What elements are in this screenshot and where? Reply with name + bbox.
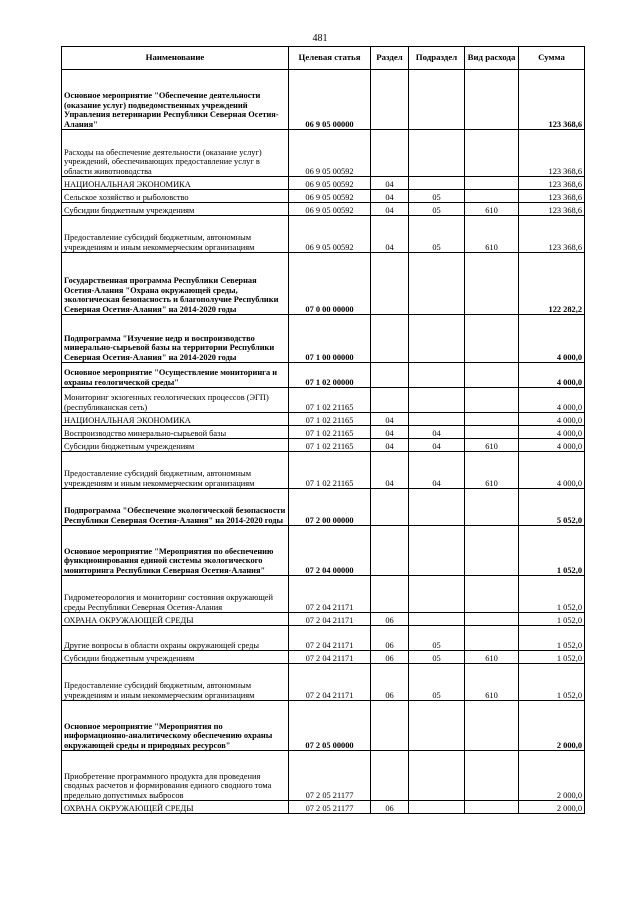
cell-subsection: 05: [409, 190, 465, 203]
table-row: [62, 664, 585, 701]
cell-name: Предоставление субсидий бюджетным, автономным учреждениям и иным некоммерческим организациям: [62, 216, 289, 253]
cell-target: 06 9 05 00592: [289, 190, 371, 203]
cell-target: 07 2 05 21177: [289, 751, 371, 801]
table-row: [62, 363, 585, 388]
header-subsection: Подраздел: [409, 47, 465, 70]
cell-subsection: [409, 363, 465, 388]
cell-expense-type: 610: [465, 203, 519, 216]
table-row: [62, 413, 585, 426]
cell-sum: 123 368,6: [519, 177, 585, 190]
cell-name: Предоставление субсидий бюджетным, автономным учреждениям и иным некоммерческим организациям: [62, 452, 289, 489]
cell-target: 06 9 05 00592: [289, 130, 371, 177]
cell-sum: 4 000,0: [519, 452, 585, 489]
cell-expense-type: [465, 190, 519, 203]
cell-sum: 123 368,6: [519, 203, 585, 216]
table-row: [62, 426, 585, 439]
cell-subsection: [409, 801, 465, 814]
cell-section: 06: [371, 801, 409, 814]
table-row: [62, 190, 585, 203]
table-row: [62, 651, 585, 664]
cell-expense-type: [465, 130, 519, 177]
cell-sum: 123 368,6: [519, 130, 585, 177]
cell-name: Основное мероприятие "Мероприятия по обеспечению функционирования единой системы экологического мониторинга Республики Северная Осетия-Алания": [62, 526, 289, 576]
cell-subsection: [409, 526, 465, 576]
header-expense-type: Вид расхода: [465, 47, 519, 70]
table-row: [62, 613, 585, 626]
cell-subsection: [409, 751, 465, 801]
cell-subsection: 04: [409, 426, 465, 439]
cell-subsection: [409, 613, 465, 626]
cell-sum: 1 052,0: [519, 613, 585, 626]
cell-subsection: [409, 253, 465, 315]
cell-name: Предоставление субсидий бюджетным, автономным учреждениям и иным некоммерческим организациям: [62, 664, 289, 701]
cell-sum: 1 052,0: [519, 651, 585, 664]
cell-sum: 2 000,0: [519, 701, 585, 751]
cell-expense-type: [465, 751, 519, 801]
cell-name: Другие вопросы в области охраны окружающей среды: [62, 626, 289, 651]
cell-sum: 122 282,2: [519, 253, 585, 315]
cell-sum: 123 368,6: [519, 190, 585, 203]
cell-expense-type: [465, 489, 519, 526]
cell-target: 07 2 04 21171: [289, 613, 371, 626]
cell-name: Государственная программа Республики Северная Осетия-Алания "Охрана окружающей среды, экологическая безопасность и благополучие Республики Северная Осетия-Алания" на 2014-2020 годы: [62, 253, 289, 315]
cell-section: [371, 388, 409, 413]
cell-subsection: [409, 70, 465, 130]
cell-name: Подпрограмма "Обеспечение экологической безопасности Республики Северная Осетия-Алания" на 2014-2020 годы: [62, 489, 289, 526]
table-row: [62, 130, 585, 177]
cell-section: [371, 363, 409, 388]
cell-target: 07 2 04 21171: [289, 664, 371, 701]
cell-expense-type: [465, 315, 519, 363]
cell-section: 04: [371, 439, 409, 452]
cell-sum: 4 000,0: [519, 363, 585, 388]
cell-sum: 4 000,0: [519, 388, 585, 413]
cell-sum: 5 052,0: [519, 489, 585, 526]
budget-table: [61, 46, 585, 814]
cell-target: 07 2 04 21171: [289, 576, 371, 613]
cell-name: Гидрометеорология и мониторинг состояния окружающей среды Республики Северная Осетия-Алания: [62, 576, 289, 613]
cell-section: [371, 489, 409, 526]
header-target: Целевая статья: [289, 47, 371, 70]
cell-expense-type: [465, 363, 519, 388]
cell-subsection: [409, 576, 465, 613]
cell-target: 06 9 05 00592: [289, 216, 371, 253]
cell-sum: 1 052,0: [519, 664, 585, 701]
table-row: [62, 177, 585, 190]
cell-expense-type: 610: [465, 216, 519, 253]
table-row: [62, 253, 585, 315]
header-sum: Сумма: [519, 47, 585, 70]
cell-section: [371, 130, 409, 177]
cell-section: [371, 70, 409, 130]
cell-sum: 1 052,0: [519, 526, 585, 576]
cell-name: Приобретение программного продукта для проведения сводных расчетов и формирования единого сводного тома предельно допустимых выбросов: [62, 751, 289, 801]
cell-expense-type: [465, 701, 519, 751]
cell-name: Подпрограмма "Изучение недр и воспроизводство минерально-сырьевой базы на территории Республики Северная Осетия-Алания" на 2014-2020 годы: [62, 315, 289, 363]
cell-section: 04: [371, 413, 409, 426]
cell-sum: 1 052,0: [519, 626, 585, 651]
cell-sum: 2 000,0: [519, 751, 585, 801]
cell-subsection: 05: [409, 216, 465, 253]
cell-subsection: 05: [409, 664, 465, 701]
cell-subsection: [409, 489, 465, 526]
cell-section: [371, 315, 409, 363]
cell-section: 04: [371, 190, 409, 203]
cell-name: Воспроизводство минерально-сырьевой базы: [62, 426, 289, 439]
cell-name: НАЦИОНАЛЬНАЯ ЭКОНОМИКА: [62, 177, 289, 190]
cell-sum: 123 368,6: [519, 216, 585, 253]
cell-section: [371, 576, 409, 613]
cell-section: 06: [371, 651, 409, 664]
cell-sum: 4 000,0: [519, 439, 585, 452]
header-name: Наименование: [62, 47, 289, 70]
cell-subsection: 04: [409, 439, 465, 452]
cell-name: Сельское хозяйство и рыболовство: [62, 190, 289, 203]
cell-subsection: [409, 701, 465, 751]
cell-name: Субсидии бюджетным учреждениям: [62, 203, 289, 216]
table-header-row: [62, 47, 585, 70]
cell-section: 04: [371, 203, 409, 216]
cell-expense-type: [465, 70, 519, 130]
cell-name: Мониторинг экзогенных геологических процессов (ЭГП) (республиканская сеть): [62, 388, 289, 413]
cell-section: [371, 526, 409, 576]
cell-section: 06: [371, 664, 409, 701]
cell-section: [371, 253, 409, 315]
cell-subsection: 05: [409, 651, 465, 664]
table-row: [62, 216, 585, 253]
cell-subsection: [409, 315, 465, 363]
table-row: [62, 626, 585, 651]
cell-sum: 4 000,0: [519, 413, 585, 426]
cell-name: НАЦИОНАЛЬНАЯ ЭКОНОМИКА: [62, 413, 289, 426]
cell-subsection: [409, 177, 465, 190]
table-row: [62, 439, 585, 452]
table-row: [62, 701, 585, 751]
table-body: [62, 70, 585, 814]
cell-name: Основное мероприятие "Обеспечение деятельности (оказание услуг) подведомственных учреждений Управления ветеринарии Республики Северная Осетия-Алания": [62, 70, 289, 130]
cell-expense-type: [465, 177, 519, 190]
cell-sum: 2 000,0: [519, 801, 585, 814]
cell-sum: 4 000,0: [519, 315, 585, 363]
cell-subsection: [409, 388, 465, 413]
cell-target: 07 2 04 21171: [289, 626, 371, 651]
cell-section: 04: [371, 177, 409, 190]
cell-target: 07 1 02 21165: [289, 439, 371, 452]
cell-expense-type: 610: [465, 651, 519, 664]
table-row: [62, 203, 585, 216]
cell-target: 07 2 00 00000: [289, 489, 371, 526]
cell-name: ОХРАНА ОКРУЖАЮЩЕЙ СРЕДЫ: [62, 613, 289, 626]
cell-expense-type: [465, 526, 519, 576]
page-number: 481: [312, 33, 328, 44]
cell-expense-type: [465, 413, 519, 426]
cell-sum: 123 368,6: [519, 70, 585, 130]
cell-name: Расходы на обеспечение деятельности (оказание услуг) учреждений, обеспечивающих предоставление услуг в области животноводства: [62, 130, 289, 177]
cell-name: Субсидии бюджетным учреждениям: [62, 651, 289, 664]
cell-target: 07 1 02 21165: [289, 413, 371, 426]
cell-name: Субсидии бюджетным учреждениям: [62, 439, 289, 452]
cell-target: 07 2 04 21171: [289, 651, 371, 664]
cell-target: 07 2 04 00000: [289, 526, 371, 576]
cell-target: 07 1 00 00000: [289, 315, 371, 363]
cell-sum: 1 052,0: [519, 576, 585, 613]
cell-target: 07 1 02 21165: [289, 452, 371, 489]
table-row: [62, 70, 585, 130]
table-row: [62, 388, 585, 413]
cell-section: [371, 751, 409, 801]
header-section: Раздел: [371, 47, 409, 70]
table-row: [62, 576, 585, 613]
cell-expense-type: [465, 426, 519, 439]
cell-expense-type: [465, 253, 519, 315]
cell-target: 06 9 05 00000: [289, 70, 371, 130]
cell-target: 07 0 00 00000: [289, 253, 371, 315]
cell-subsection: [409, 413, 465, 426]
cell-expense-type: 610: [465, 664, 519, 701]
cell-subsection: [409, 130, 465, 177]
cell-section: 06: [371, 613, 409, 626]
cell-section: 04: [371, 452, 409, 489]
cell-target: 06 9 05 00592: [289, 203, 371, 216]
cell-name: Основное мероприятие "Мероприятия по информационно-аналитическому обеспечению охраны окружающей среды и природных ресурсов": [62, 701, 289, 751]
cell-expense-type: [465, 388, 519, 413]
cell-expense-type: [465, 801, 519, 814]
table-row: [62, 801, 585, 814]
cell-subsection: 05: [409, 626, 465, 651]
cell-name: ОХРАНА ОКРУЖАЮЩЕЙ СРЕДЫ: [62, 801, 289, 814]
cell-target: 07 2 05 21177: [289, 801, 371, 814]
cell-section: [371, 701, 409, 751]
cell-expense-type: [465, 613, 519, 626]
table-row: [62, 315, 585, 363]
cell-expense-type: [465, 626, 519, 651]
cell-expense-type: [465, 576, 519, 613]
cell-subsection: 04: [409, 452, 465, 489]
cell-target: 07 2 05 00000: [289, 701, 371, 751]
cell-name: Основное мероприятие "Осуществление мониторинга и охраны геологической среды": [62, 363, 289, 388]
cell-section: 04: [371, 426, 409, 439]
cell-subsection: 05: [409, 203, 465, 216]
cell-section: 04: [371, 216, 409, 253]
cell-section: 06: [371, 626, 409, 651]
cell-target: 07 1 02 21165: [289, 426, 371, 439]
cell-expense-type: 610: [465, 452, 519, 489]
cell-expense-type: 610: [465, 439, 519, 452]
cell-sum: 4 000,0: [519, 426, 585, 439]
table-row: [62, 526, 585, 576]
table-row: [62, 489, 585, 526]
table-row: [62, 751, 585, 801]
cell-target: 07 1 02 00000: [289, 363, 371, 388]
cell-target: 06 9 05 00592: [289, 177, 371, 190]
table-row: [62, 452, 585, 489]
cell-target: 07 1 02 21165: [289, 388, 371, 413]
